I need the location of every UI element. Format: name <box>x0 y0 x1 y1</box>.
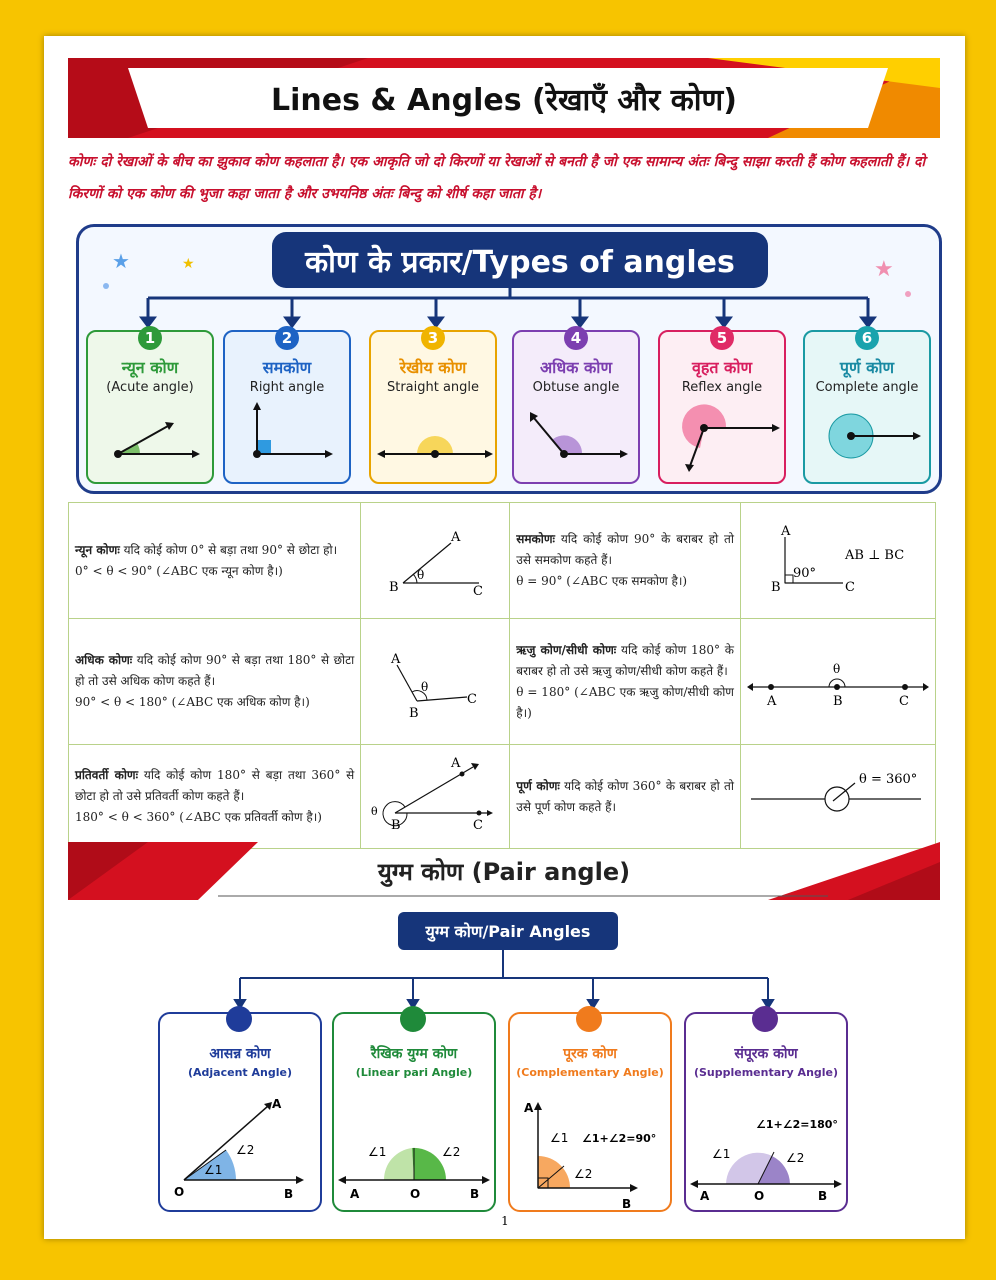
label-A: A <box>524 1101 534 1115</box>
label-angle-1: ∠1 <box>712 1147 731 1161</box>
pair-english-label: (Supplementary Angle) <box>693 1066 839 1079</box>
def-text: यदि कोई कोण 90° के बराबर हो तो उसे समकोण कहते हैं। <box>516 532 734 567</box>
pair-hindi-label: पूरक कोण <box>563 1046 617 1062</box>
fig-straight <box>740 619 935 745</box>
label-A: A <box>391 652 401 667</box>
reflex-angle-diagram <box>367 749 503 837</box>
type-card-complete <box>803 330 931 484</box>
label-90: 90° <box>792 566 817 581</box>
badge-number: 5 <box>710 326 734 350</box>
svg-text:★: ★ <box>182 256 195 272</box>
adjacent-angle-diagram <box>160 1084 320 1208</box>
label-C: C <box>844 580 855 595</box>
pair-angles-heading: युग्म कोण/Pair Angles <box>398 912 618 950</box>
def-term: न्यून कोणः <box>75 542 120 557</box>
angle-definitions-table <box>68 502 936 849</box>
label-B: B <box>409 706 419 721</box>
label-angle-1: ∠1 <box>368 1145 387 1159</box>
pair-card-supplementary <box>684 1012 848 1212</box>
label-B: B <box>284 1187 294 1201</box>
fig-obtuse <box>361 619 510 745</box>
right-angle-diagram <box>747 507 929 607</box>
straight-angle-diagram <box>747 623 929 733</box>
label-O: O <box>754 1189 765 1203</box>
label-angle-2: ∠2 <box>574 1167 593 1181</box>
intro-paragraph: कोणः दो रेखाओं के बीच का झुकाव कोण कहलाता है। एक आकृति जो दो किरणों या रेखाओं से बनती है जो एक सामान्य अंतः बिन्दु साझा करती हैं कोण कहलाती हैं। दो किरणों को एक कोण की भुजा कहा जाता है और उभयनिष्ठ अंतः बिन्दु को शीर्ष कहा जाता है। <box>68 154 926 202</box>
label-B: B <box>470 1187 480 1201</box>
def-text: यदि कोई कोण 90° से बड़ा तथा 180° से छोटा हो तो उसे अधिक कोण कहते हैं। <box>75 653 355 688</box>
pair-hindi-label: संपूरक कोण <box>734 1046 798 1062</box>
svg-text:★: ★ <box>874 257 894 282</box>
type-card-acute <box>86 330 214 484</box>
badge-number: 1 <box>138 326 162 350</box>
right-angle-icon <box>225 402 349 482</box>
pair-hindi-label: आसन्न कोण <box>209 1046 271 1062</box>
fig-right <box>740 503 935 619</box>
label-B: B <box>832 694 843 709</box>
def-reflex <box>69 745 361 849</box>
type-card-straight <box>369 330 497 484</box>
acute-angle-icon <box>88 402 212 482</box>
pair-english-label: (Linear pari Angle) <box>355 1066 473 1079</box>
type-english-label: Right angle <box>249 380 325 395</box>
pair-connector-lines <box>230 950 780 1014</box>
label-B: B <box>818 1189 828 1203</box>
pair-english-label: (Complementary Angle) <box>516 1066 664 1079</box>
type-hindi-label: पूर्ण कोण <box>839 358 895 377</box>
label-C: C <box>467 692 478 707</box>
color-dot <box>752 1006 778 1032</box>
pair-card-linear <box>332 1012 496 1212</box>
def-formula: 90° < θ < 180° (∠ABC एक अधिक कोण है।) <box>75 695 310 709</box>
label-angle-2: ∠2 <box>442 1145 461 1159</box>
pair-english-label: (Adjacent Angle) <box>188 1066 292 1079</box>
type-card-right <box>223 330 351 484</box>
label-B: B <box>389 580 399 595</box>
label-C: C <box>898 694 909 709</box>
complete-angle-icon <box>805 402 929 482</box>
fig-acute <box>361 503 510 619</box>
label-complementary-sum: ∠1+∠2=90° <box>582 1132 657 1145</box>
badge-number: 3 <box>421 326 445 350</box>
label-B: B <box>391 818 401 833</box>
type-english-label: (Acute angle) <box>106 380 194 395</box>
label-theta: θ <box>417 568 425 582</box>
pair-hindi-label: रैखिक युग्म कोण <box>370 1046 458 1062</box>
label-A: A <box>350 1187 360 1201</box>
def-term: पूर्ण कोणः <box>516 778 560 793</box>
def-term: प्रतिवर्ती कोणः <box>75 768 139 782</box>
label-theta: θ <box>421 680 429 694</box>
def-acute <box>69 503 361 619</box>
def-text: यदि कोई कोण 180° से बड़ा तथा 360° से छोटा हो तो उसे प्रतिवर्ती कोण कहते हैं। <box>75 768 355 803</box>
type-hindi-label: वृहत कोण <box>691 358 753 377</box>
label-A: A <box>451 530 461 545</box>
obtuse-angle-diagram <box>367 623 503 733</box>
pair-card-complementary <box>508 1012 672 1212</box>
label-supplementary-sum: ∠1+∠2=180° <box>756 1118 838 1131</box>
def-formula: θ = 180° (∠ABC एक ऋजु कोण/सीधी कोण है।) <box>516 684 734 720</box>
label-C: C <box>473 584 484 599</box>
types-connector-lines <box>76 224 936 334</box>
def-formula: 0° < θ < 90° (∠ABC एक न्यून कोण है।) <box>75 563 283 578</box>
label-A: A <box>780 524 791 539</box>
badge-number: 6 <box>855 326 879 350</box>
page-number: 1 <box>501 1214 509 1228</box>
label-C: C <box>473 818 484 833</box>
label-angle-2: ∠2 <box>786 1151 805 1165</box>
label-A: A <box>700 1189 710 1203</box>
def-term: ऋजु कोण/सीधी कोणः <box>516 642 617 657</box>
svg-text:★: ★ <box>112 249 130 273</box>
label-theta-360: θ = 360° <box>858 772 918 787</box>
label-theta: θ <box>832 662 841 676</box>
def-complete <box>510 745 741 849</box>
badge-number: 2 <box>275 326 299 350</box>
supplementary-angle-diagram <box>686 1084 846 1208</box>
def-right <box>510 503 741 619</box>
fig-reflex <box>361 745 510 849</box>
type-hindi-label: न्यून कोण <box>121 358 179 377</box>
pair-angle-title: युग्म कोण (Pair angle) <box>377 857 631 886</box>
fig-complete <box>740 745 935 849</box>
def-text: यदि कोई कोण 180° के बराबर हो तो उसे ऋजु कोण/सीधी कोण कहते हैं। <box>516 642 734 678</box>
label-B: B <box>622 1197 632 1208</box>
badge-number: 4 <box>564 326 588 350</box>
type-hindi-label: रेखीय कोण <box>399 358 467 377</box>
type-card-reflex <box>658 330 786 484</box>
label-A: A <box>766 694 777 709</box>
complete-angle-diagram <box>747 749 929 837</box>
type-english-label: Reflex angle <box>681 380 763 395</box>
label-A: A <box>272 1097 282 1111</box>
label-A: A <box>451 756 461 771</box>
obtuse-angle-icon <box>514 402 638 482</box>
linear-pair-diagram <box>334 1084 494 1208</box>
color-dot <box>400 1006 426 1032</box>
type-card-obtuse <box>512 330 640 484</box>
type-hindi-label: अधिक कोण <box>539 358 613 377</box>
reflex-angle-icon <box>660 402 784 482</box>
label-angle-1: ∠1 <box>550 1131 569 1145</box>
def-text: यदि कोई कोण 360° के बराबर हो तो उसे पूर्ण कोण कहते हैं। <box>516 778 734 814</box>
type-hindi-label: समकोण <box>262 358 312 377</box>
label-theta: θ <box>371 805 378 818</box>
def-formula: θ = 90° (∠ABC एक समकोण है।) <box>516 574 688 588</box>
def-obtuse <box>69 619 361 745</box>
label-angle-1: ∠1 <box>204 1163 223 1177</box>
straight-angle-icon <box>371 402 495 482</box>
def-straight <box>510 619 741 745</box>
type-english-label: Obtuse angle <box>532 380 620 395</box>
def-term: समकोणः <box>516 532 555 546</box>
page-title: Lines & Angles (रेखाएँ और कोण) <box>271 82 737 118</box>
types-title: कोण के प्रकार/Types of angles <box>272 232 768 288</box>
def-term: अधिक कोणः <box>75 653 133 667</box>
def-text: यदि कोई कोण 0° से बड़ा तथा 90° से छोटा हो। <box>119 542 338 557</box>
label-O: O <box>410 1187 421 1201</box>
pair-card-adjacent <box>158 1012 322 1212</box>
label-perpendicular: AB ⊥ BC <box>844 548 905 563</box>
type-english-label: Complete angle <box>815 380 919 395</box>
acute-angle-diagram <box>367 507 503 607</box>
label-O: O <box>174 1185 185 1199</box>
label-angle-2: ∠2 <box>236 1143 255 1157</box>
complementary-angle-diagram <box>510 1084 670 1208</box>
type-english-label: Straight angle <box>386 380 480 395</box>
color-dot <box>226 1006 252 1032</box>
color-dot <box>576 1006 602 1032</box>
label-B: B <box>770 580 781 595</box>
def-formula: 180° < θ < 360° (∠ABC एक प्रतिवर्ती कोण है।) <box>75 810 322 824</box>
